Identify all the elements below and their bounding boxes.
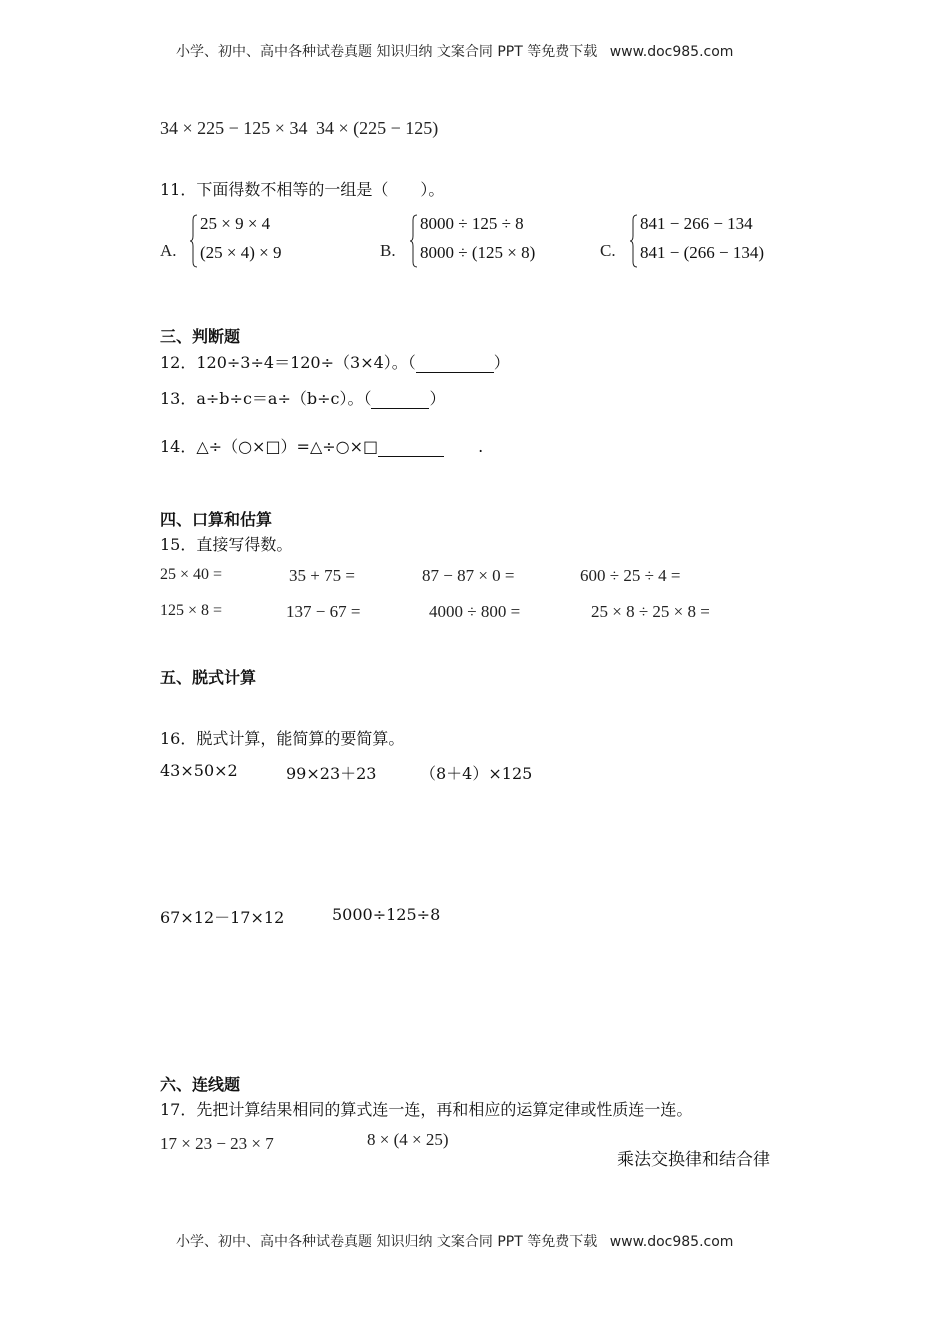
oral-item-2: 35 + 75 = (289, 566, 355, 585)
question-12 (160, 350, 510, 373)
answer-blank-13[interactable] (371, 392, 429, 409)
answer-blank-14[interactable] (378, 440, 444, 457)
page-header (176, 41, 733, 61)
option-a-line-1: 25 × 9 × 4 (200, 214, 271, 233)
footer-text: 小学、初中、高中各种试卷真题 知识归纳 文案合同 PPT 等免费下载 (176, 1234, 598, 1250)
oral-item-3: 87 − 87 × 0 = (422, 566, 515, 585)
oral-item-6: 137 − 67 = (286, 602, 361, 621)
oral-item-7: 4000 ÷ 800 = (429, 602, 521, 621)
question-17: 17．先把计算结果相同的算式连一连，再和相应的运算定律或性质连一连。 (160, 1100, 693, 1119)
left-brace-icon (410, 214, 418, 268)
section-6-title: 六、连线题 (160, 1075, 241, 1094)
calc-item-5: 5000÷125÷8 (332, 905, 441, 924)
question-16: 16．脱式计算，能简算的要简算。 (160, 729, 405, 748)
question-14-end: . (478, 437, 484, 456)
oral-item-8: 25 × 8 ÷ 25 × 8 = (591, 602, 710, 621)
left-brace-icon (190, 214, 198, 268)
calc-item-1: 43×50×2 (160, 761, 238, 780)
option-b (410, 212, 560, 272)
match-middle-expression[interactable]: 8 × (4 × 25) (367, 1130, 449, 1149)
calc-item-3: （8＋4）×125 (420, 764, 533, 783)
calc-item-2: 99×23＋23 (286, 764, 377, 783)
section-4-title: 四、口算和估算 (160, 510, 273, 529)
question-11-stem: 11．下面得数不相等的一组是（ ）。 (160, 180, 445, 199)
option-c-label: C. (600, 241, 616, 260)
option-a-label: A. (160, 241, 177, 260)
option-c-line-2: 841 − (266 − 134) (640, 243, 764, 262)
calc-item-4: 67×12－17×12 (160, 908, 285, 927)
top-expression-1: 34 × 225 − 125 × 34 (160, 118, 308, 138)
question-13 (160, 386, 446, 409)
option-b-label: B. (380, 241, 396, 260)
option-c-line-1: 841 − 266 − 134 (640, 214, 753, 233)
option-c (630, 212, 790, 272)
oral-item-5: 125 × 8 = (160, 602, 223, 619)
top-expression-2: 34 × (225 − 125) (316, 118, 439, 138)
section-3-title: 三、判断题 (160, 327, 241, 346)
match-left-expression[interactable]: 17 × 23 − 23 × 7 (160, 1134, 274, 1153)
answer-blank-12[interactable] (416, 356, 494, 373)
oral-item-1: 25 × 40 = (160, 566, 223, 583)
match-law-label[interactable]: 乘法交换律和结合律 (617, 1150, 770, 1170)
option-a-line-2: (25 × 4) × 9 (200, 243, 282, 262)
option-a (190, 212, 310, 272)
left-brace-icon (630, 214, 638, 268)
question-12-text: 12．120÷3÷4＝120÷（3×4）。（ (160, 353, 416, 372)
question-14 (160, 434, 483, 457)
header-text: 小学、初中、高中各种试卷真题 知识归纳 文案合同 PPT 等免费下载 (176, 44, 598, 60)
oral-item-4: 600 ÷ 25 ÷ 4 = (580, 566, 681, 585)
question-12-end: ） (493, 353, 510, 372)
header-url: www.doc985.com (609, 44, 734, 60)
footer-url: www.doc985.com (609, 1234, 734, 1250)
option-b-line-1: 8000 ÷ 125 ÷ 8 (420, 214, 524, 233)
page-footer (176, 1231, 733, 1251)
question-14-text: 14．△÷（○×□）=△÷○×□ (160, 437, 379, 456)
question-15: 15．直接写得数。 (160, 535, 293, 554)
option-b-line-2: 8000 ÷ (125 × 8) (420, 243, 536, 262)
question-13-end: ） (429, 389, 446, 408)
question-13-text: 13．a÷b÷c＝a÷（b÷c）。（ (160, 389, 372, 408)
section-5-title: 五、脱式计算 (160, 668, 257, 687)
